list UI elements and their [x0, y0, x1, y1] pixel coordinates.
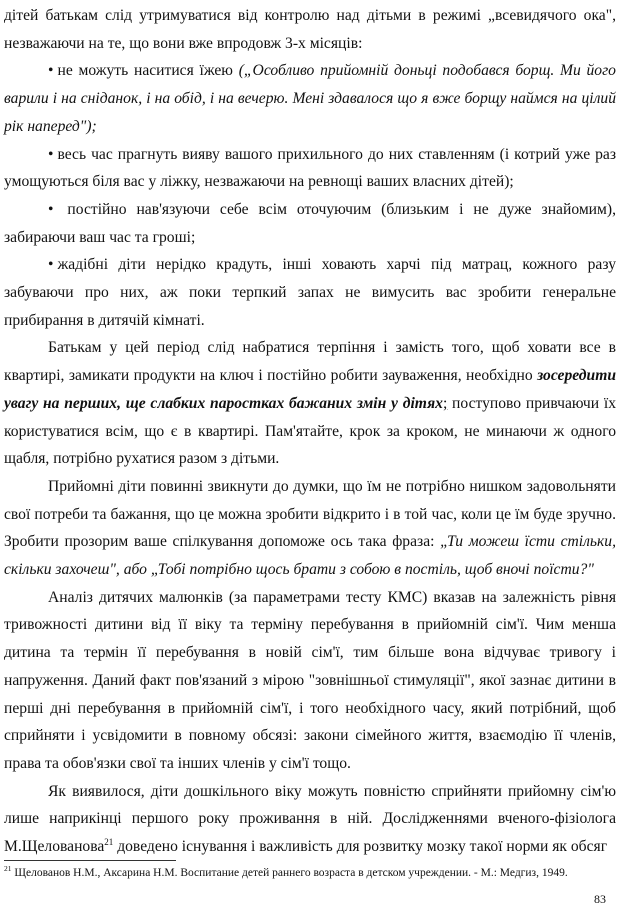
footnote-divider: [4, 860, 176, 861]
paragraph-text: доведено існування і важливість для розвитку мозку такої норми як обсяг: [113, 838, 608, 856]
paragraph-analysis: Аналіз дитячих малюнків (за параметрами тесту КМС) вказав на залежність рівня тривожності дитини від її віку та терміну перебування в прийомній сім'ї. Чим менша дитина та термін її перебування в новій сім'ї, тим більше вона відчуває тривогу і напруження. Даний факт пов'язаний з мірою "зовнішньої стимуляції", якої зазнає дитини в перші дні перебування в прийомній сім'ї, і того необхідного часу, який потрібний, щоб сприйняти і усвідомити в повному обсязі: закони сімейного життя, взаємодію її членів, права та обов'язки свої та інших членів у сім'ї тощо.: [4, 588, 616, 772]
paragraph-preschool: [4, 778, 616, 861]
footnote: [4, 866, 616, 880]
body-text: [4, 2, 616, 861]
paragraph-text: Як виявилося, діти дошкільного віку можуть повністю сприйняти прийомну сім'ю лише наприкінці першого року проживання в ній. Дослідженнями вченого-фізіолога М.Щелованова: [4, 782, 616, 856]
paragraph-text: Батькам у цей період слід набратися терпіння і замість того, щоб ховати все в квартирі, замикати продукти на ключ і постійно робити зауваження, необхідно: [4, 339, 616, 385]
paragraph-text: поступово привчаючи їх користуватися всім, що є в квартирі. Пам'ятайте, крок за кроком, не минаючи ж одного щабля, потрібно рухатися разом з дітьми.: [4, 394, 616, 468]
underlined-colon: ;: [442, 394, 448, 412]
bullet-icon: •: [48, 145, 54, 163]
quoted-phrase: „Ти можеш їсти стільки, скільки захочеш", або „Тобі потрібно щось брати з собою в постіль, щоб вночі поїсти?": [4, 533, 616, 579]
bullet-item-text: весь час прагнуть вияву вашого прихильного до них ставленням (і котрий уже раз умощуються біля вас у ліжку, незважаючи на ревнощі ваших власних дітей);: [4, 145, 616, 191]
footnote-reference[interactable]: 21: [104, 836, 114, 847]
footnote-number: 21: [4, 864, 12, 874]
page-number: 83: [594, 892, 606, 906]
paragraph-text: Прийомні діти повинні звикнути до думки, що їм не потрібно нишком задовольняти свої потреби та бажання, що це можна зробити відкрито і в той час, коли це їм буде зручно. Зробити прозорим ваше спілкування допоможе ось така фраза:: [4, 477, 616, 551]
bullet-icon: •: [48, 256, 54, 274]
bullet-item-text: жадібні діти нерідко крадуть, інші ховають харчі під матрац, кожного разу забуваючи про них, аж поки терпкий запах не вимусить вас зробити генеральне прибирання в дитячій кімнаті.: [4, 256, 616, 329]
bullet-item-eating: [4, 57, 616, 140]
paragraph-patience: [4, 334, 616, 473]
paragraph-intro: дітей батькам слід утримуватися від контролю над дітьми в режимі „всевидячого ока", незважаючи на те, що вони вже впродовж 3-х місяців:: [4, 7, 616, 52]
bullet-item-quote: („Особливо прийомній доньці подобався борщ. Ми його варили і на сніданок, і на обід, і на вечерю. Мені здавалося що я вже борщу наймся на цілий рік наперед");: [4, 62, 616, 135]
paragraph-needs: [4, 473, 616, 584]
bullet-item-imposing: [4, 196, 616, 251]
bullet-icon: •: [48, 200, 54, 218]
footnote-text: Щелованов Н.М., Аксарина Н.М. Воспитание детей раннего возраста в детском учреждении. - М.: Медгиз, 1949.: [11, 867, 568, 879]
bullet-item-affection: [4, 141, 616, 196]
emphasis-text: зосередити увагу на перших, ще слабких паростках бажаних змін у дітях: [4, 367, 616, 412]
bullet-icon: •: [48, 62, 54, 80]
bullet-item-greedy: [4, 251, 616, 334]
bullet-item-text: не можуть наситися їжею: [57, 62, 239, 80]
bullet-item-text: постійно нав'язуючи себе всім оточуючим (близьким і не дуже знайомим), забираючи ваш час та гроші;: [4, 200, 616, 246]
